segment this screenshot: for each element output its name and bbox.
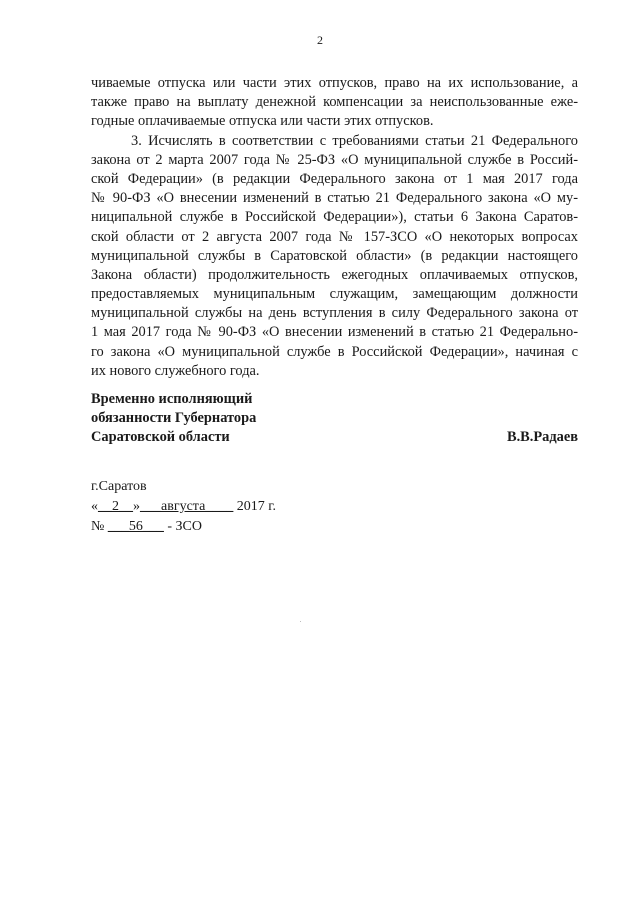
text-line: годные оплачиваемые отпуска или части этих отпусков. xyxy=(91,113,434,130)
city: г.Саратов xyxy=(91,479,147,494)
text-line: ниципальной службе в Российской Федерации»), статьи 6 Закона Саратов- xyxy=(91,209,578,226)
page-number: 2 xyxy=(317,33,323,47)
date-month: ___августа____ xyxy=(140,499,234,514)
signature-block xyxy=(91,390,578,447)
text-line: 3. Исчислять в соответствии с требованиями статьи 21 Федерального xyxy=(131,132,578,149)
date-day: __2__ xyxy=(98,499,133,514)
document-footer xyxy=(91,477,276,537)
document-number xyxy=(91,517,276,537)
text-line: го закона «О муниципальной службе в Российской Федерации», начиная с xyxy=(91,343,578,360)
signatory-name: В.В.Радаев xyxy=(506,429,578,445)
text-line: предоставляемых муниципальным служащим, замещающим должности xyxy=(91,286,578,303)
scan-speck xyxy=(300,621,301,622)
number-suffix: - ЗСО xyxy=(163,519,202,534)
number-value: ___56___ xyxy=(107,519,164,534)
text-line: 1 мая 2017 года № 90-ФЗ «О внесении изменений в статью 21 Федерально- xyxy=(91,324,578,341)
date-year: 2017 г. xyxy=(233,499,276,514)
signature-title-line-3: Саратовской области xyxy=(91,429,230,445)
text-line: их нового служебного года. xyxy=(91,362,260,379)
signature-title-line-1: Временно исполняющий xyxy=(91,391,253,407)
date-quote-close: » xyxy=(133,499,140,514)
text-line: муниципальной службы в Саратовской области» (в редакции настоящего xyxy=(91,247,578,264)
signature-title-line-2: обязанности Губернатора xyxy=(91,410,257,426)
date-quote-open: « xyxy=(91,499,98,514)
text-line: ской области от 2 августа 2007 года № 157-ЗСО «О некоторых вопросах xyxy=(91,228,578,245)
text-line: ской Федерации» (в редакции Федерального закона от 1 мая 2017 года xyxy=(91,170,578,187)
text-line: закона от 2 марта 2007 года № 25-ФЗ «О муниципальной службе в Россий- xyxy=(91,151,578,168)
text-line: № 90-ФЗ «О внесении изменений в статью 21 Федерального закона «О му- xyxy=(91,190,578,207)
document-body xyxy=(91,74,578,381)
document-date xyxy=(91,497,276,517)
text-line: также право на выплату денежной компенсации за неиспользованные еже- xyxy=(91,94,578,111)
text-line: чиваемые отпуска или части этих отпусков, право на их использование, а xyxy=(91,75,578,91)
text-line: Закона области) продолжительность ежегодных оплачиваемых отпусков, xyxy=(91,266,578,283)
text-line: муниципальной службы на день вступления в силу Федерального закона от xyxy=(91,305,578,322)
number-prefix: № xyxy=(91,519,108,534)
